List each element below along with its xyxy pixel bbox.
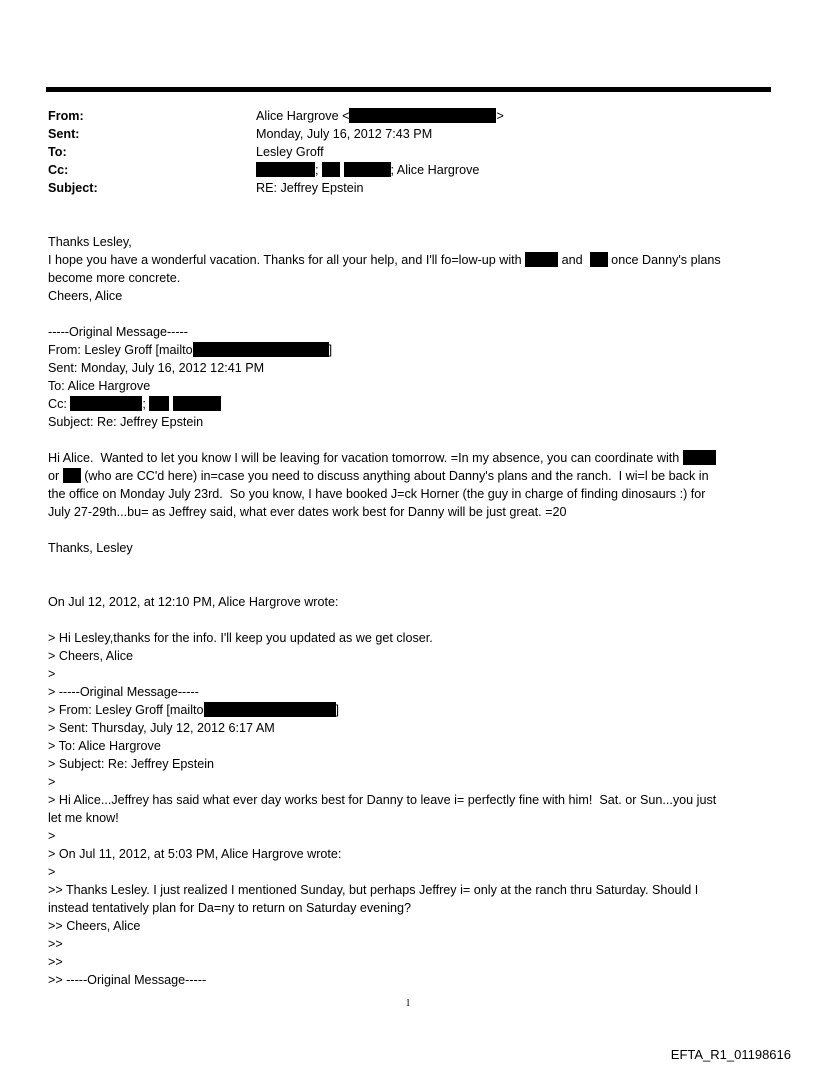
quoted-line: > To: Alice Hargrove [48,739,161,753]
from-row [48,107,768,125]
original-sent: Sent: Monday, July 16, 2012 12:41 PM [48,361,265,375]
quoted-line: > From: Lesley Groff [mailto ] [48,703,339,717]
from-label: From: [48,109,84,123]
cc-label: Cc: [48,163,69,177]
quoted-line: > Sent: Thursday, July 12, 2012 6:17 AM [48,721,275,735]
redaction-block [193,342,329,357]
quoted-line: > Cheers, Alice [48,649,134,663]
message-paragraph-line: the office on Monday July 23rd. So you know, I have booked J=ck Horner (the guy in charge of finding dinosaurs :) for [48,487,706,501]
original-to: To: Alice Hargrove [48,379,151,393]
redaction-block [525,252,558,267]
reply-signature: Cheers, Alice [48,289,123,303]
quoted-line: >> -----Original Message----- [48,973,207,987]
to-row [48,143,768,161]
email-body [48,233,770,989]
to-label: To: [48,145,67,159]
quoted-line: >> [48,955,63,969]
message-paragraph-line: Hi Alice. Wanted to let you know I will be leaving for vacation tomorrow. =In my absence, you can coordinate with [48,449,770,467]
subject-row [48,179,768,197]
quoted-line: > [48,829,56,843]
quoted-line: >> Cheers, Alice [48,919,141,933]
redaction-block [70,396,142,411]
quoted-line: > -----Original Message----- [48,685,199,699]
original-message-divider: -----Original Message----- [48,325,188,339]
quoted-line: > Hi Lesley,thanks for the info. I'll keep you updated as we get closer. [48,631,433,645]
cc-separator: ; [315,163,319,177]
quoted-line: let me know! [48,811,119,825]
redaction-block [63,468,81,483]
original-from: From: Lesley Groff [mailto ] [48,343,333,357]
original-subject: Subject: Re: Jeffrey Epstein [48,415,204,429]
redaction-block [344,162,391,177]
redaction-block [322,162,340,177]
email-header [48,107,768,197]
from-name: Alice Hargrove < [256,109,350,123]
sent-row [48,125,768,143]
cc-row [48,161,768,179]
subject-value: RE: Jeffrey Epstein [256,181,364,195]
message-paragraph-line: or (who are CC'd here) in=case you need to discuss anything about Danny's plans and the ranch. I wi=l be back in [48,469,709,483]
redaction-block [149,396,169,411]
redaction-block [349,108,496,123]
redaction-block [256,162,315,177]
sent-label: Sent: [48,127,80,141]
quoted-line: > [48,667,56,681]
quoted-line: instead tentatively plan for Da=ny to return on Saturday evening? [48,901,411,915]
reply-greeting: Thanks Lesley, [48,235,132,249]
cc-tail: ; Alice Hargrove [390,163,480,177]
sent-value: Monday, July 16, 2012 7:43 PM [256,127,433,141]
subject-label: Subject: [48,181,98,195]
redaction-block [204,702,336,717]
quoted-line: > [48,865,56,879]
message-signoff: Thanks, Lesley [48,541,133,555]
to-value: Lesley Groff [256,145,324,159]
quoted-line: > Hi Alice...Jeffrey has said what ever day works best for Danny to leave i= perfectly fine with him! Sat. or Sun...you just [48,793,717,807]
bates-number: EFTA_R1_01198616 [670,1047,791,1062]
quoted-line: > Subject: Re: Jeffrey Epstein [48,757,215,771]
redaction-block [590,252,608,267]
message-paragraph-line: July 27-29th...bu= as Jeffrey said, what ever dates work best for Danny will be just great. =20 [48,505,567,519]
from-close: > [496,109,504,123]
original-cc: Cc: ; [48,395,770,413]
reply-line: become more concrete. [48,271,181,285]
quoted-line: >> [48,937,63,951]
quote-intro: On Jul 12, 2012, at 12:10 PM, Alice Hargrove wrote: [48,595,339,609]
redaction-block [683,450,716,465]
reply-line: I hope you have a wonderful vacation. Thanks for all your help, and I'll fo=low-up with and once Danny's plans [48,253,721,267]
page-number: 1 [405,998,411,1009]
quoted-line: >> Thanks Lesley. I just realized I mentioned Sunday, but perhaps Jeffrey i= only at the ranch thru Saturday. Should I [48,883,699,897]
quoted-line: > On Jul 11, 2012, at 5:03 PM, Alice Hargrove wrote: [48,847,342,861]
redaction-block [173,396,221,411]
quoted-line: > [48,775,56,789]
header-rule [46,87,771,92]
